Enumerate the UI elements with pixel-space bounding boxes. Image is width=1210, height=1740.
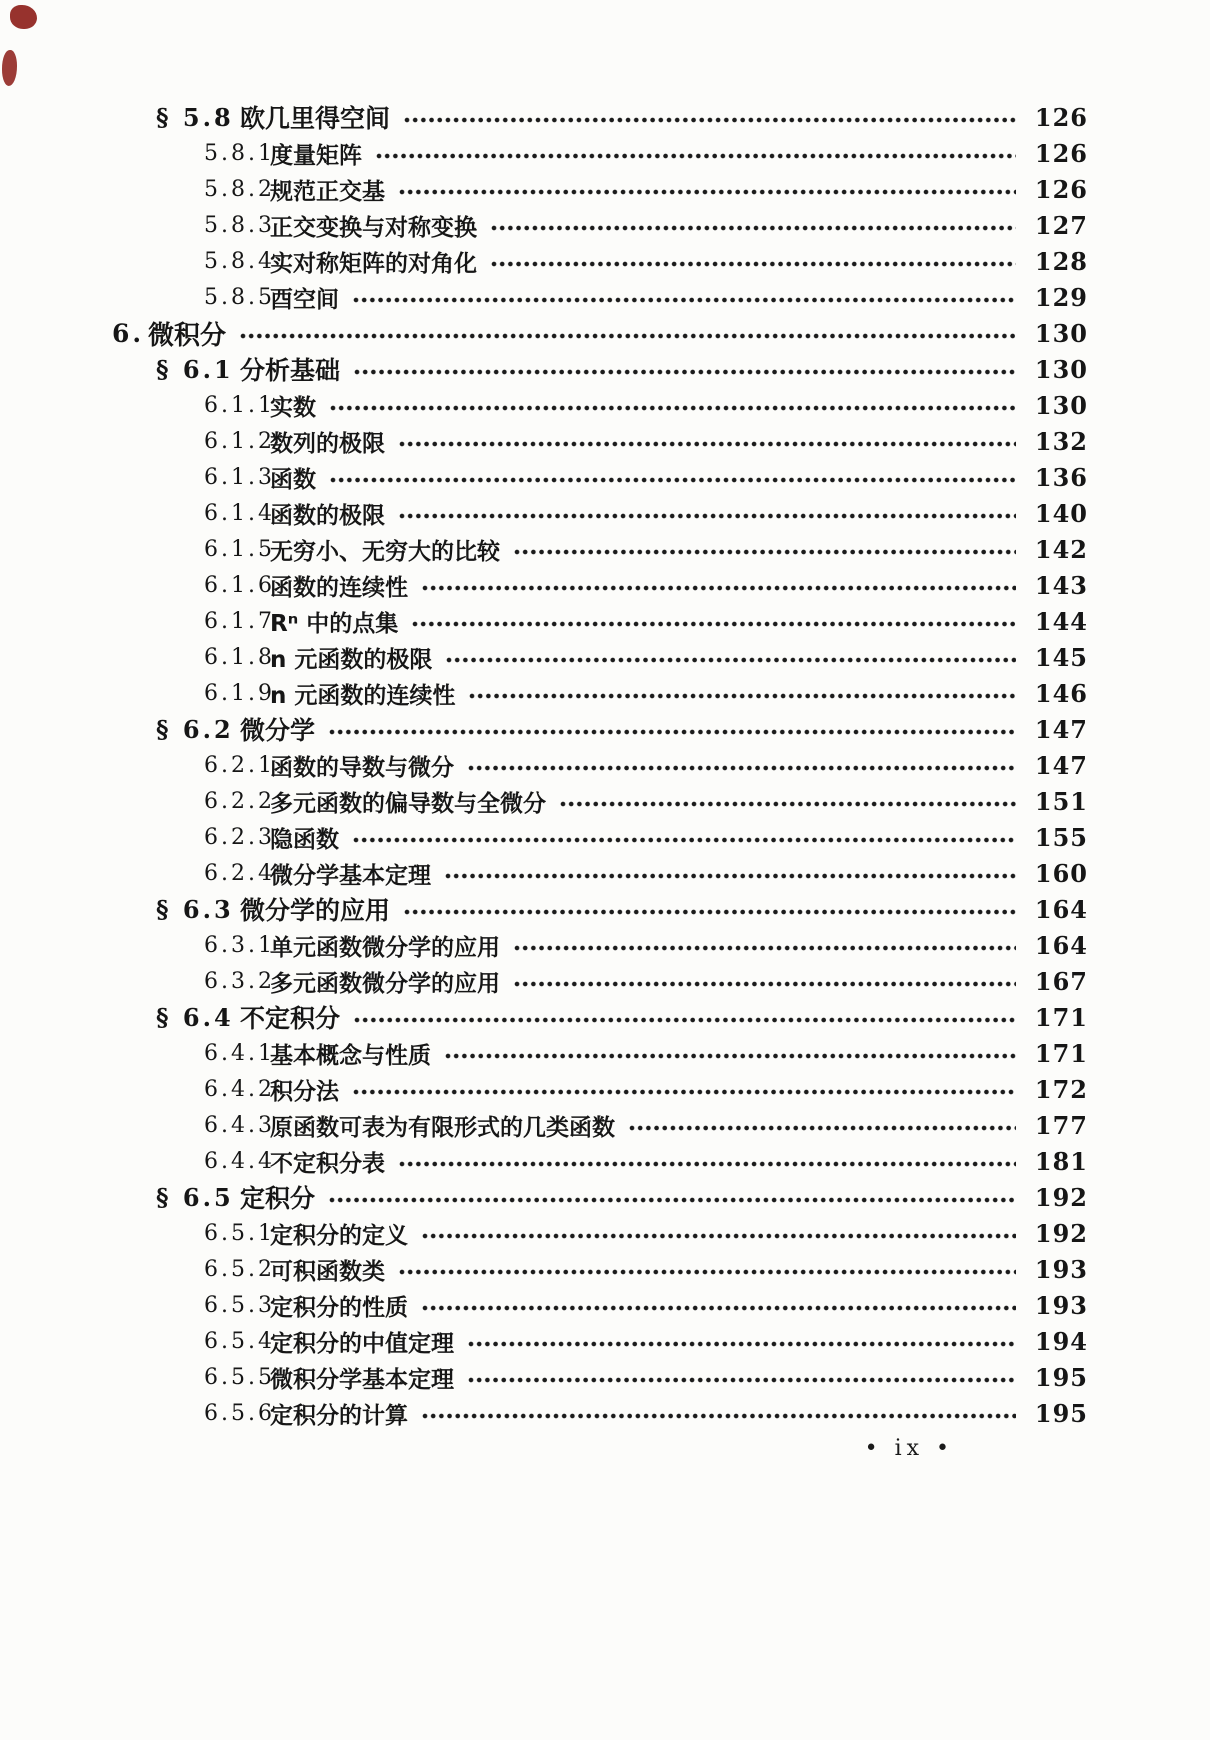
toc-entry-page: 143: [1034, 570, 1088, 600]
toc-entry-page: 167: [1034, 966, 1088, 996]
toc-entry: [0, 855, 1088, 891]
toc-entry: [0, 999, 1088, 1035]
dot-leader: [404, 117, 1016, 123]
toc-entry-number: 6.1.2: [204, 428, 275, 454]
dot-leader: [422, 1233, 1016, 1239]
toc-entry-page: 129: [1034, 282, 1088, 312]
toc-entry-number: § 6.2: [156, 714, 234, 744]
dot-leader: [376, 153, 1016, 159]
toc-entry: [0, 423, 1088, 459]
toc-entry-number: 6.1.9: [204, 680, 275, 706]
toc-entry-page: 171: [1034, 1038, 1088, 1068]
dot-leader: [514, 981, 1016, 987]
page-number-footer: • ix •: [864, 1436, 954, 1461]
dot-leader: [329, 729, 1016, 735]
toc-entry-number: 6.5.1: [204, 1220, 275, 1246]
dot-leader: [354, 369, 1016, 375]
toc-entry-page: 164: [1034, 894, 1088, 924]
toc-entry-title: n 元函数的极限: [270, 646, 433, 673]
toc-entry-number: 6.1.4: [204, 500, 275, 526]
toc-entry-page: 195: [1034, 1398, 1088, 1428]
toc-entry-title: 多元函数微分学的应用: [270, 970, 500, 997]
toc-entry-page: 126: [1034, 102, 1088, 132]
dot-leader: [354, 1017, 1016, 1023]
toc-entry: [0, 99, 1088, 135]
toc-entry-number: 6.2.1: [204, 752, 275, 778]
toc-entry-number: 6.2.3: [204, 824, 275, 850]
dot-leader: [399, 1161, 1016, 1167]
toc-entry-page: 192: [1034, 1218, 1088, 1248]
toc-entry-number: 6.5.5: [204, 1364, 275, 1390]
dot-leader: [491, 261, 1016, 267]
toc-entry-title: 不定积分表: [270, 1150, 385, 1177]
dot-leader: [330, 477, 1016, 483]
dot-leader: [399, 441, 1016, 447]
toc-entry-number: 6.: [112, 318, 145, 348]
toc-entry-title: 酉空间: [270, 286, 339, 313]
toc-entry-title: 定积分: [240, 1184, 316, 1213]
toc-entry-title: 欧几里得空间: [240, 104, 391, 133]
toc-entry-number: § 6.1: [156, 354, 234, 384]
toc-entry: [0, 1035, 1088, 1071]
toc-entry-number: 6.1.5: [204, 536, 275, 562]
toc-entry-page: 144: [1034, 606, 1088, 636]
dot-leader: [422, 1413, 1016, 1419]
toc-entry-number: § 5.8: [156, 102, 234, 132]
toc-entry-number: 5.8.1: [204, 140, 275, 166]
toc-entry-title: 正交变换与对称变换: [270, 214, 477, 241]
toc-entry-number: 6.1.3: [204, 464, 275, 490]
toc-entry-title: 原函数可表为有限形式的几类函数: [270, 1114, 615, 1141]
toc-entry-page: 172: [1034, 1074, 1088, 1104]
toc-list: [0, 99, 1088, 1431]
dot-leader: [399, 189, 1016, 195]
dot-leader: [412, 621, 1016, 627]
toc-entry-title: 单元函数微分学的应用: [270, 934, 500, 961]
toc-entry: [0, 1287, 1088, 1323]
toc-entry-page: 130: [1034, 390, 1088, 420]
toc-entry-number: 6.4.2: [204, 1076, 275, 1102]
toc-entry-page: 126: [1034, 174, 1088, 204]
toc-entry-title: 基本概念与性质: [270, 1042, 431, 1069]
toc-entry-page: 155: [1034, 822, 1088, 852]
toc-entry-number: 5.8.5: [204, 284, 275, 310]
toc-entry: [0, 459, 1088, 495]
toc-entry-title: 微分学的应用: [240, 896, 391, 925]
dot-leader: [404, 909, 1016, 915]
toc-entry-number: 5.8.3: [204, 212, 275, 238]
toc-entry-title: 微积分: [148, 320, 227, 351]
dot-leader: [445, 873, 1016, 879]
dot-leader: [468, 1341, 1016, 1347]
toc-entry-title: 函数的导数与微分: [270, 754, 454, 781]
toc-entry-page: 164: [1034, 930, 1088, 960]
toc-entry-page: 126: [1034, 138, 1088, 168]
dot-leader: [514, 549, 1016, 555]
toc-entry-number: 5.8.2: [204, 176, 275, 202]
toc-entry-page: 127: [1034, 210, 1088, 240]
toc-entry-number: § 6.5: [156, 1182, 234, 1212]
toc-entry-page: 193: [1034, 1290, 1088, 1320]
toc-entry-title: 函数的极限: [270, 502, 385, 529]
toc-entry-title: 度量矩阵: [270, 142, 362, 169]
toc-entry: [0, 1359, 1088, 1395]
toc-entry: [0, 783, 1088, 819]
toc-entry-page: 136: [1034, 462, 1088, 492]
toc-entry-title: 分析基础: [240, 356, 341, 385]
toc-entry-number: 6.2.2: [204, 788, 275, 814]
toc-entry-page: 151: [1034, 786, 1088, 816]
dot-leader: [399, 1269, 1016, 1275]
toc-entry-number: 6.1.1: [204, 392, 275, 418]
toc-entry-number: 6.4.3: [204, 1112, 275, 1138]
toc-entry: [0, 1071, 1088, 1107]
dot-leader: [446, 657, 1016, 663]
toc-entry: [0, 1143, 1088, 1179]
toc-entry: [0, 171, 1088, 207]
toc-entry-title: 函数: [270, 466, 316, 493]
toc-entry-page: 147: [1034, 750, 1088, 780]
dot-leader: [468, 765, 1016, 771]
toc-entry-title: 定积分的定义: [270, 1222, 408, 1249]
toc-entry-title: 定积分的计算: [270, 1402, 408, 1429]
dot-leader: [353, 1089, 1016, 1095]
toc-entry-page: 128: [1034, 246, 1088, 276]
toc-entry-title: n 元函数的连续性: [270, 682, 456, 709]
toc-entry: [0, 1323, 1088, 1359]
dot-leader: [329, 1197, 1016, 1203]
dot-leader: [468, 1377, 1016, 1383]
toc-entry-title: 规范正交基: [270, 178, 385, 205]
dot-leader: [422, 585, 1016, 591]
toc-entry-page: 147: [1034, 714, 1088, 744]
toc-entry-page: 193: [1034, 1254, 1088, 1284]
toc-entry-page: 132: [1034, 426, 1088, 456]
dot-leader: [560, 801, 1016, 807]
toc-entry-title: Rⁿ 中的点集: [270, 610, 399, 637]
toc-entry-page: 194: [1034, 1326, 1088, 1356]
toc-entry: [0, 639, 1088, 675]
dot-leader: [240, 333, 1016, 339]
toc-entry-title: 微分学: [240, 716, 316, 745]
dot-leader: [514, 945, 1016, 951]
toc-entry-page: 146: [1034, 678, 1088, 708]
toc-entry-page: 145: [1034, 642, 1088, 672]
toc-entry: [0, 387, 1088, 423]
toc-entry: [0, 711, 1088, 747]
toc-entry: [0, 207, 1088, 243]
toc-entry: [0, 243, 1088, 279]
toc-entry-title: 微积分学基本定理: [270, 1366, 454, 1393]
toc-entry-number: 6.5.3: [204, 1292, 275, 1318]
toc-entry-number: 5.8.4: [204, 248, 275, 274]
toc-entry-number: § 6.4: [156, 1002, 234, 1032]
toc-entry-title: 隐函数: [270, 826, 339, 853]
dot-leader: [399, 513, 1016, 519]
red-ink-scan-mark: [2, 50, 17, 86]
toc-entry-page: 130: [1034, 318, 1088, 348]
toc-entry-number: 6.1.7: [204, 608, 275, 634]
toc-entry-page: 181: [1034, 1146, 1088, 1176]
toc-entry: [0, 963, 1088, 999]
toc-entry-number: 6.5.4: [204, 1328, 275, 1354]
toc-entry: [0, 495, 1088, 531]
toc-entry-title: 数列的极限: [270, 430, 385, 457]
toc-entry-number: 6.1.8: [204, 644, 275, 670]
toc-entry: [0, 819, 1088, 855]
toc-entry-page: 140: [1034, 498, 1088, 528]
dot-leader: [469, 693, 1016, 699]
toc-entry: [0, 747, 1088, 783]
toc-entry-number: 6.1.6: [204, 572, 275, 598]
toc-entry: [0, 279, 1088, 315]
dot-leader: [422, 1305, 1016, 1311]
dot-leader: [445, 1053, 1016, 1059]
toc-entry-page: 130: [1034, 354, 1088, 384]
toc-entry: [0, 351, 1088, 387]
toc-entry-page: 195: [1034, 1362, 1088, 1392]
toc-entry: [0, 1215, 1088, 1251]
toc-entry-title: 函数的连续性: [270, 574, 408, 601]
toc-entry: [0, 891, 1088, 927]
toc-entry-number: 6.5.6: [204, 1400, 275, 1426]
toc-entry: [0, 567, 1088, 603]
toc-entry-title: 积分法: [270, 1078, 339, 1105]
dot-leader: [330, 405, 1016, 411]
dot-leader: [491, 225, 1016, 231]
toc-entry-title: 定积分的性质: [270, 1294, 408, 1321]
toc-entry-number: 6.2.4: [204, 860, 275, 886]
toc-entry: [0, 603, 1088, 639]
dot-leader: [629, 1125, 1016, 1131]
toc-entry-title: 微分学基本定理: [270, 862, 431, 889]
toc-entry-page: 177: [1034, 1110, 1088, 1140]
dot-leader: [353, 837, 1016, 843]
toc-entry: [0, 927, 1088, 963]
toc-entry-number: 6.3.1: [204, 932, 275, 958]
toc-entry-page: 142: [1034, 534, 1088, 564]
toc-entry-page: 171: [1034, 1002, 1088, 1032]
toc-entry: [0, 675, 1088, 711]
toc-entry-title: 不定积分: [240, 1004, 341, 1033]
toc-entry: [0, 1179, 1088, 1215]
toc-entry-number: 6.4.4: [204, 1148, 275, 1174]
toc-entry: [0, 135, 1088, 171]
toc-entry-title: 实对称矩阵的对角化: [270, 250, 477, 277]
toc-entry: [0, 531, 1088, 567]
toc-entry: [0, 315, 1088, 351]
red-ink-scan-mark: [10, 5, 37, 29]
toc-entry-page: 192: [1034, 1182, 1088, 1212]
toc-entry-title: 多元函数的偏导数与全微分: [270, 790, 546, 817]
dot-leader: [353, 297, 1016, 303]
toc-entry-number: 6.5.2: [204, 1256, 275, 1282]
toc-entry-title: 实数: [270, 394, 316, 421]
toc-entry-page: 160: [1034, 858, 1088, 888]
toc-entry: [0, 1251, 1088, 1287]
toc-entry-title: 定积分的中值定理: [270, 1330, 454, 1357]
toc-entry: [0, 1395, 1088, 1431]
toc-entry-title: 无穷小、无穷大的比较: [270, 538, 500, 565]
toc-entry-number: § 6.3: [156, 894, 234, 924]
toc-entry-title: 可积函数类: [270, 1258, 385, 1285]
toc-entry-number: 6.3.2: [204, 968, 275, 994]
toc-entry-number: 6.4.1: [204, 1040, 275, 1066]
toc-entry: [0, 1107, 1088, 1143]
